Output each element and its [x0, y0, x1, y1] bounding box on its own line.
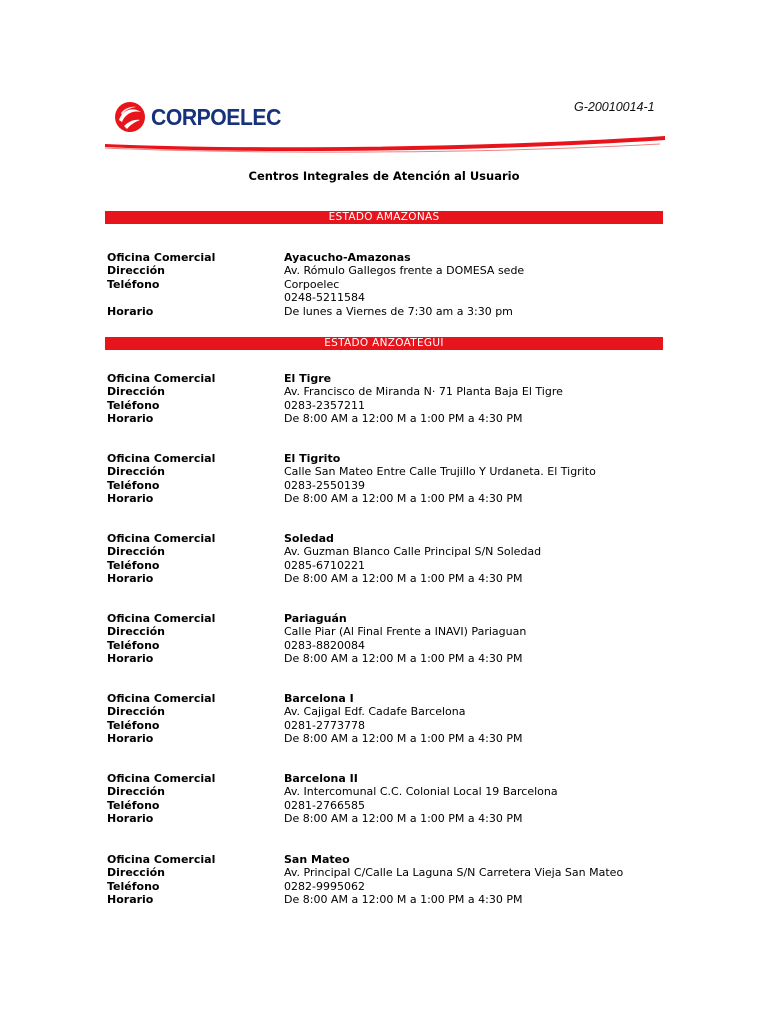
- office-name: Ayacucho-Amazonas: [284, 251, 411, 264]
- horario-label: Horario: [107, 492, 154, 506]
- horario-label: Horario: [107, 652, 154, 666]
- horario-label: Horario: [107, 412, 154, 426]
- office-phone: 0281-2773778: [284, 718, 365, 732]
- office-hours: De 8:00 AM a 12:00 M a 1:00 PM a 4:30 PM: [284, 893, 523, 907]
- horario-label: Horario: [107, 732, 154, 746]
- office-name: Pariaguán: [284, 612, 347, 625]
- office-hours: De 8:00 AM a 12:00 M a 1:00 PM a 4:30 PM: [284, 492, 523, 506]
- office-block: [107, 372, 667, 426]
- telefono-label: Teléfono: [107, 478, 160, 492]
- office-hours: De 8:00 AM a 12:00 M a 1:00 PM a 4:30 PM: [284, 412, 523, 426]
- logo-wordmark: CORPOELEC: [151, 104, 281, 130]
- oficina-label: Oficina Comercial: [107, 251, 216, 264]
- telefono-label: Teléfono: [107, 718, 160, 732]
- office-block: [107, 772, 667, 826]
- office-hours: De lunes a Viernes de 7:30 am a 3:30 pm: [284, 304, 513, 318]
- document-code: G-20010014-1: [574, 100, 655, 114]
- oficina-label: Oficina Comercial: [107, 612, 216, 625]
- office-block: [107, 251, 667, 318]
- telefono-label: Teléfono: [107, 798, 160, 812]
- office-block: [107, 853, 667, 907]
- telefono-label: Teléfono: [107, 398, 160, 412]
- office-address: Av. Rómulo Gallegos frente a DOMESA sede: [284, 264, 525, 278]
- oficina-label: Oficina Comercial: [107, 692, 216, 705]
- office-address: Av. Cajigal Edf. Cadafe Barcelona: [284, 705, 466, 719]
- telefono-label: Teléfono: [107, 638, 160, 652]
- office-name: Barcelona II: [284, 772, 358, 785]
- office-block: [107, 612, 667, 666]
- office-hours: De 8:00 AM a 12:00 M a 1:00 PM a 4:30 PM: [284, 732, 523, 746]
- direccion-label: Dirección: [107, 785, 165, 799]
- direccion-label: Dirección: [107, 465, 165, 479]
- horario-label: Horario: [107, 572, 154, 586]
- office-hours: De 8:00 AM a 12:00 M a 1:00 PM a 4:30 PM: [284, 652, 523, 666]
- office-hours: De 8:00 AM a 12:00 M a 1:00 PM a 4:30 PM: [284, 572, 523, 586]
- oficina-label: Oficina Comercial: [107, 372, 216, 385]
- state-header-amazonas: ESTADO AMAZONAS: [105, 211, 663, 224]
- oficina-label: Oficina Comercial: [107, 452, 216, 465]
- office-phone: 0283-2357211: [284, 398, 365, 412]
- telefono-label: Teléfono: [107, 558, 160, 572]
- office-phone: 0283-2550139: [284, 478, 365, 492]
- direccion-label: Dirección: [107, 866, 165, 880]
- office-name: El Tigre: [284, 372, 332, 385]
- spacer-label: [107, 291, 284, 304]
- office-address: Av. Intercomunal C.C. Colonial Local 19 Barcelona: [284, 785, 558, 799]
- office-address: Av. Guzman Blanco Calle Principal S/N Soledad: [284, 545, 542, 559]
- header-swoosh-divider: [100, 134, 670, 156]
- telefono-label: Teléfono: [107, 277, 160, 291]
- oficina-label: Oficina Comercial: [107, 853, 216, 866]
- office-phone-2: 0248-5211584: [284, 291, 365, 305]
- office-phone: 0285-6710221: [284, 558, 365, 572]
- corpoelec-emblem-icon: [113, 99, 147, 135]
- office-name: San Mateo: [284, 853, 350, 866]
- page-title: Centros Integrales de Atención al Usuario: [248, 169, 520, 183]
- office-address: Av. Principal C/Calle La Laguna S/N Carretera Vieja San Mateo: [284, 866, 624, 880]
- office-block: [107, 452, 667, 506]
- oficina-label: Oficina Comercial: [107, 772, 216, 785]
- office-address: Av. Francisco de Miranda N· 71 Planta Baja El Tigre: [284, 385, 563, 399]
- office-address: Calle San Mateo Entre Calle Trujillo Y Urdaneta. El Tigrito: [284, 465, 596, 479]
- office-block: [107, 692, 667, 746]
- office-phone: 0281-2766585: [284, 798, 365, 812]
- office-name: Barcelona I: [284, 692, 354, 705]
- horario-label: Horario: [107, 812, 154, 826]
- office-hours: De 8:00 AM a 12:00 M a 1:00 PM a 4:30 PM: [284, 812, 523, 826]
- horario-label: Horario: [107, 304, 154, 318]
- direccion-label: Dirección: [107, 264, 165, 278]
- telefono-label: Teléfono: [107, 879, 160, 893]
- state-header-anzoategui: ESTADO ANZOATEGUI: [105, 337, 663, 350]
- direccion-label: Dirección: [107, 705, 165, 719]
- office-block: [107, 532, 667, 586]
- office-phone: 0283-8820084: [284, 638, 365, 652]
- office-name: El Tigrito: [284, 452, 341, 465]
- direccion-label: Dirección: [107, 545, 165, 559]
- oficina-label: Oficina Comercial: [107, 532, 216, 545]
- direccion-label: Dirección: [107, 625, 165, 639]
- horario-label: Horario: [107, 893, 154, 907]
- direccion-label: Dirección: [107, 385, 165, 399]
- office-phone: 0282-9995062: [284, 879, 365, 893]
- office-address: Calle Piar (Al Final Frente a INAVI) Pariaguan: [284, 625, 527, 639]
- office-phone: Corpoelec: [284, 277, 340, 291]
- office-name: Soledad: [284, 532, 334, 545]
